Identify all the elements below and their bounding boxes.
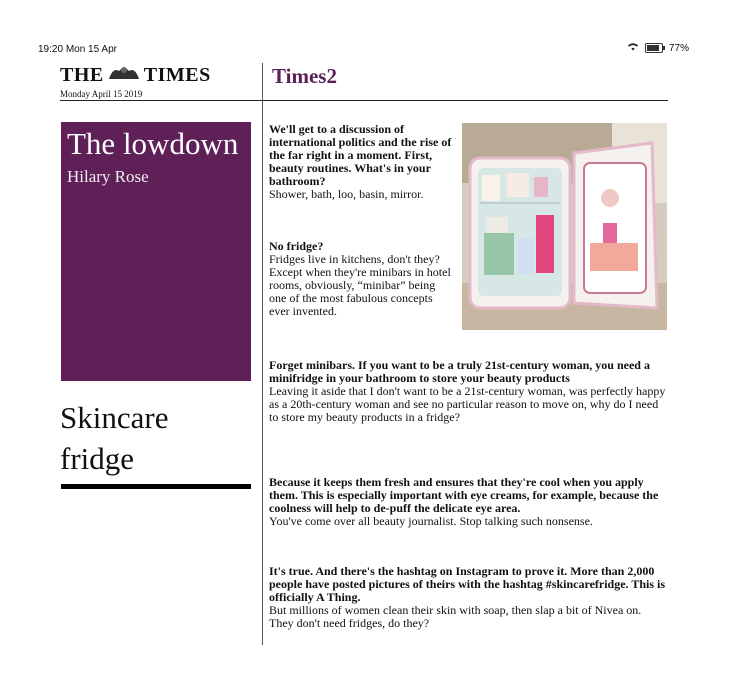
qa-block [269, 565, 667, 630]
qa-block [269, 123, 455, 201]
qa-block [269, 476, 667, 528]
answer-text: Fridges live in kitchens, don't they? Except when they're minibars in hotel rooms, obviously, “minibar” being one of the most fabulous concepts ever invented. [269, 252, 451, 318]
qa-block [269, 240, 455, 318]
question-text: It's true. And there's the hashtag on Instagram to prove it. More than 2,000 people have posted pictures of theirs with the hashtag #skincarefridge. This is officially A Thing. [269, 564, 666, 604]
subject-rule [61, 484, 251, 489]
answer-text: You've come over all beauty journalist. Stop talking such nonsense. [269, 514, 593, 528]
column-subject [60, 397, 250, 479]
times-logo[interactable]: THE TIMES [60, 64, 211, 86]
battery-percent: 77% [668, 42, 689, 54]
answer-text: Leaving it aside that I don't want to be a 21st-century woman, was perfectly happy as a 20th-century woman and see no particular reason to move on, why do I need to store my beauty products in a fridge? [269, 384, 666, 424]
status-icons [627, 42, 689, 54]
issue-date: Monday April 15 2019 [60, 89, 143, 99]
masthead [60, 64, 273, 99]
section-title[interactable]: Times2 [272, 64, 337, 88]
minifridge-photo[interactable] [462, 123, 667, 330]
battery-icon [645, 43, 663, 53]
subject-line: Skincare [60, 400, 169, 435]
column-title: The lowdown [67, 126, 239, 161]
author-name: Hilary Rose [67, 167, 149, 186]
vertical-divider [262, 63, 263, 645]
question-text: Because it keeps them fresh and ensures that they're cool when you apply them. This is especially important with eye creams, for example, because the coolness will help to de-puff the delicate eye area. [269, 475, 659, 515]
header-rule [60, 100, 668, 101]
answer-text: But millions of women clean their skin with soap, then slap a bit of Nivea on. They don't need fridges, do they? [269, 603, 642, 630]
column-header-panel [61, 122, 251, 381]
question-text: We'll get to a discussion of international politics and the rise of the far right in a moment. First, beauty routines. What's in your bathroom? [269, 122, 452, 188]
question-text: Forget minibars. If you want to be a truly 21st-century woman, you need a minifridge in your bathroom to store your beauty products [269, 358, 650, 385]
status-time: 19:20 Mon 15 Apr [38, 44, 117, 55]
crest-icon [107, 65, 141, 86]
answer-text: Shower, bath, loo, basin, mirror. [269, 187, 424, 201]
status-bar [0, 0, 735, 60]
qa-block [269, 359, 667, 424]
subject-line: fridge [60, 441, 135, 476]
wifi-icon [627, 42, 639, 54]
question-text: No fridge? [269, 239, 324, 253]
